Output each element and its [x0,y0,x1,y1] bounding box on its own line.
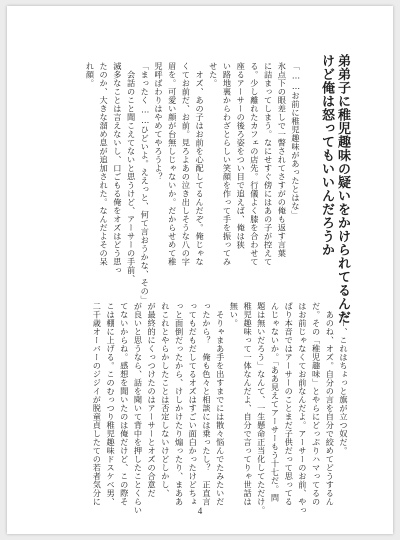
page-number: 4 [197,506,203,516]
chapter-title: 弟弟子に稚児趣味の疑いをかけられてるんだ けど俺は怒ってもいいんだろうか [319,54,350,324]
text-block-lower: あー、これはちょっと旗が立つ奴だ。 あのね、オズ。自分の言を自分で絞めてどうするん だ。その「稚児趣味」とやらにどっぷりハマってるの はお前じゃなくてお前なんだよ。アーサーのお前、やっ ぱり本音ではアーサーのことまだ子供だって思ってる んじゃないか。「ああ見えてアーサーもう十七だ。問 題は無いだろう」なんて、一生懸命正当化してただけ。 稚児趣味って一体なんだよ、自分で言ってりゃ世話は 無い。 そりゃまあ手を出すまでには散々悩んでたみたいだ ったから？ 俺も色々と相談には乗ったし？ 正直言 ってもだもだしてるオズはすごい面白かったけどちょ っと面倒だったから、けしかけたり煽ったり、まああ れこれとやらかしたことは否定しないけどしかし、 が最終的にくっつけたのはアーサーとオズの合意だ が良いと思うなら、話を聞いて背中を押したことくらい てないからね。感想を聞いたのは俺だけど、この際そ こは棚に上げる。このむっつり稚児趣味ドスケベ男、 二千歳オーバーのジジイが脱童貞したての若者気分に [92,302,349,515]
text-block-upper: 「……お前に稚児趣味があったとはな」 氷点下の眼差しで一瞥されてさすがの俺も返す言葉 に詰まってしまう。なにせすぐ傍にはあの子が控えて る。少し離れたカフェの店先。行儀よく膝を合わせて 座るアーサーの後ろ姿をつい目で追えば、俺は狭 い路地裏からわざとらしい笑顔を作って手を振ってみ せた。 オズ、あの子はお前を心配してるんだぞ。俺じゃな くてお前だ、お前。見ろよあの泣き出しそうな八の字 眉を。可愛い顔が台無しじゃないか。だからせめて稚 児呼ばわりはやめてやろうよ？ 「まったく……ひどいよ。ええっと、何て言おうかな、その」 会話のこと聞こえてないと思うけど、アーサーの手前、 滅多なことは言えないし、口ごもる俺をオズはどう思っ たのか、大きな溜め息が追加された。なんだよその呆 れ顔。 [85,62,301,304]
document-page [7,6,393,534]
